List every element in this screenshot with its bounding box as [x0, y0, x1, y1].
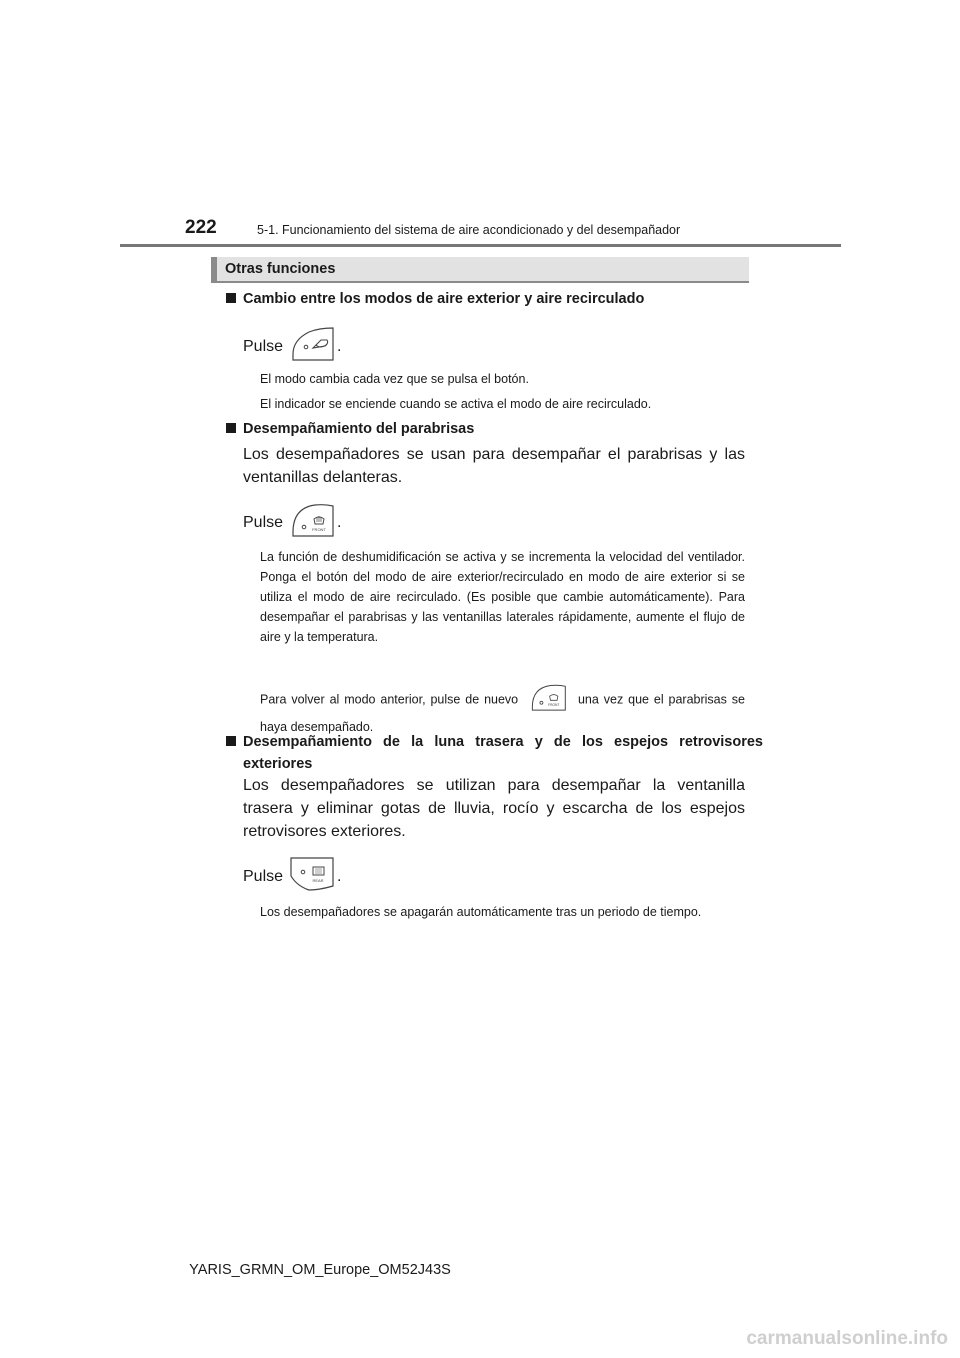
rear-button-text: REAR: [312, 878, 324, 883]
pulse-label: Pulse: [243, 513, 284, 531]
subheading-windshield: [226, 418, 746, 440]
section-bar-accent: [211, 257, 217, 283]
subheading-rear: [226, 731, 763, 775]
section-bar-label: Otras funciones: [225, 261, 336, 277]
front-button-text: FRONT: [548, 703, 560, 708]
note-paragraph: La función de deshumidificación se activa y se incrementa la velocidad del ventilador. Ponga el botón del modo de aire exterior/recirculado en modo de aire exterior si se utiliza el modo de aire recirculado. (Es posible que cambie automáticamente). Para desempañar el parabrisas y las ventanillas laterales rápidamente, aumente el flujo de aire y la temperatura.: [260, 550, 745, 644]
watermark: carmanualsonline.info: [746, 1328, 948, 1349]
square-bullet-icon: [226, 293, 236, 303]
section-title: 5-1. Funcionamiento del sistema de aire acondicionado y del desempañador: [257, 223, 681, 237]
front-defog-button-icon: [289, 502, 335, 543]
pulse-line: [243, 856, 341, 897]
body-paragraph: Los desempañadores se usan para desempañar el parabrisas y las ventanillas delanteras.: [243, 446, 745, 486]
square-bullet-icon: [226, 423, 236, 433]
note-line: Los desempañadores se apagarán automáticamente tras un periodo de tiempo.: [260, 905, 702, 919]
header-rule: [120, 244, 841, 247]
rear-defog-button-icon: [289, 856, 335, 897]
page-number: 222: [185, 217, 217, 238]
pulse-line: [243, 502, 341, 543]
note-line: El modo cambia cada vez que se pulsa el botón.: [260, 372, 529, 386]
pulse-suffix: .: [337, 337, 342, 355]
svg-text:FRONT: FRONT: [312, 527, 326, 532]
pulse-label: Pulse: [243, 867, 284, 885]
recirculation-button-icon: [289, 326, 335, 367]
section-bar: [211, 257, 749, 283]
subheading-recirculation: [226, 288, 746, 310]
front-defog-button-icon: [529, 683, 567, 717]
note-line: El indicador se enciende cuando se activa el modo de aire recirculado.: [260, 397, 652, 411]
subheading-text: Cambio entre los modos de aire exterior y aire recirculado: [243, 291, 645, 307]
pulse-label: Pulse: [243, 337, 284, 355]
pulse-suffix: .: [337, 867, 342, 885]
note-with-icon: [260, 683, 745, 737]
document-code: YARIS_GRMN_OM_Europe_OM52J43S: [189, 1262, 451, 1278]
pulse-suffix: .: [337, 513, 342, 531]
pulse-line: [243, 326, 341, 367]
subheading-text: Desempañamiento del parabrisas: [243, 421, 475, 437]
subheading-text: Desempañamiento de la luna trasera y de los espejos retrovisores exteriores: [243, 734, 763, 772]
note-text-before: Para volver al modo anterior, pulse de nuevo: [260, 692, 519, 707]
note-text-after: una vez que el parabrisas se haya desempañado.: [260, 692, 745, 734]
square-bullet-icon: [226, 736, 236, 746]
body-paragraph: Los desempañadores se utilizan para desempañar la ventanilla trasera y eliminar gotas de lluvia, rocío y escarcha de los espejos retrovisores exteriores.: [243, 777, 745, 840]
